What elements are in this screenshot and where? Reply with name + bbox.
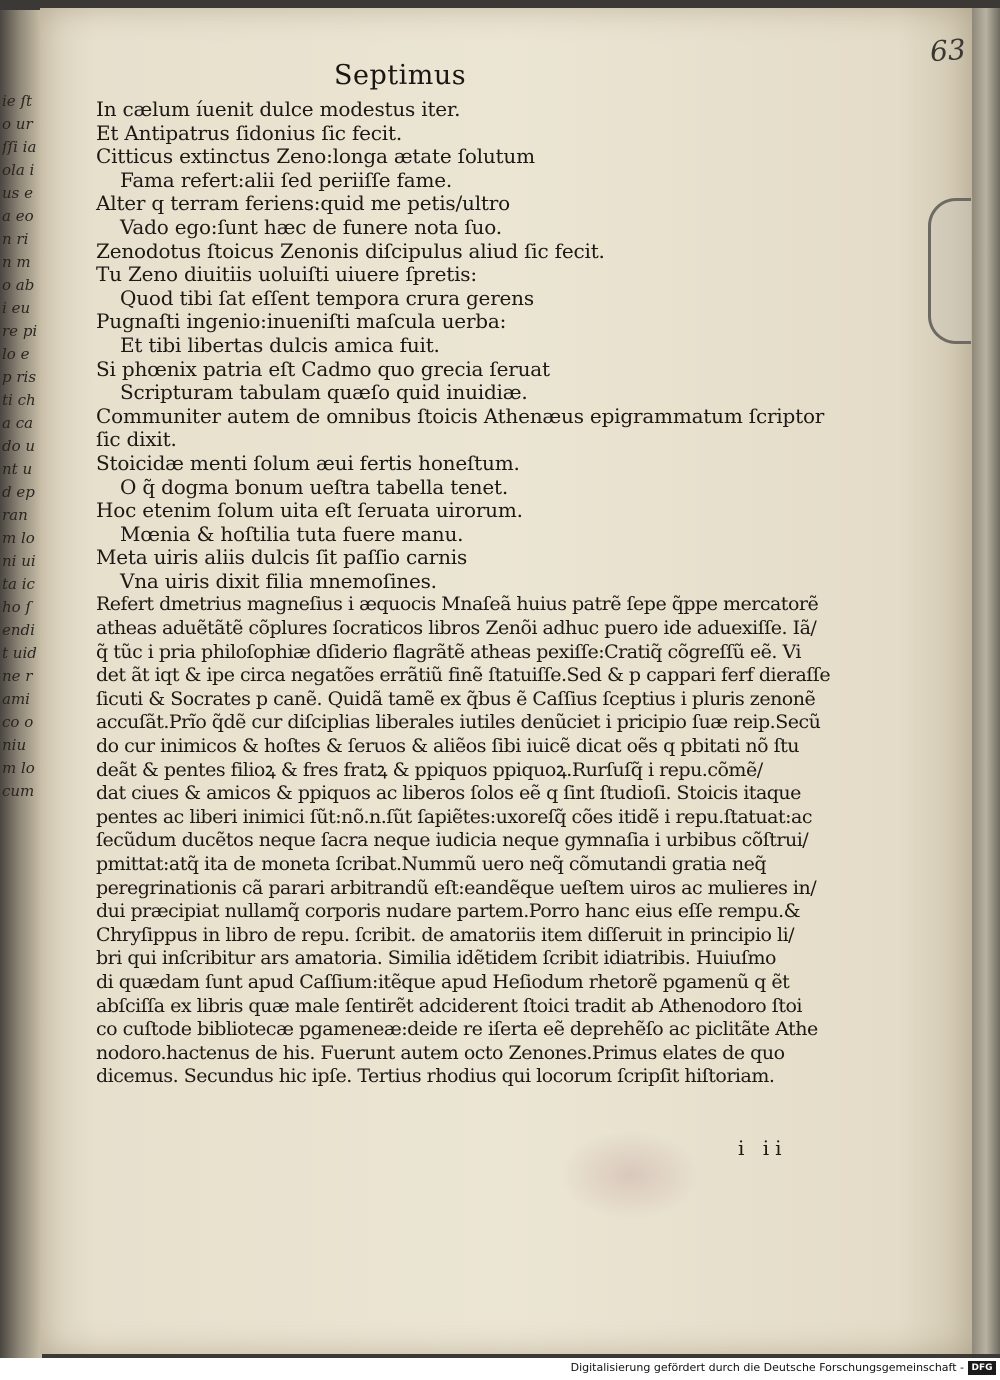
text-line: Si phœnix patria eſt Cadmo quo grecia ſeruat (96, 356, 550, 381)
text-line: ſic dixit. (96, 427, 177, 452)
text-line: dat ciues & amicos & ppiquos ac liberos ſolos eẽ q ſint ſtudioſi. Stoicis itaque (96, 782, 801, 805)
signature-mark: i ii (738, 1136, 788, 1160)
text-line: Quod tibi ſat eſſent tempora crura gerens (120, 285, 534, 310)
text-line: Zenodotus ſtoicus Zenonis diſcipulus aliud ſic fecit. (96, 238, 605, 263)
funding-credit: Digitalisierung gefördert durch die Deutsche Forschungsgemeinschaft - (570, 1361, 964, 1374)
facing-page-text: ie ſto ur ſſi ia ola ius ea eon rin mo abi eu re pilo ep ris ti cha ca do unt ud ep ran m loni uita icho ſendit uid ne ramico onium locum (2, 92, 38, 800)
text-line: dui præcipiat nullamq̃ corporis nudare partem.Porro hanc eius eſſe rempu.& (96, 900, 801, 923)
text-line: det ãt iqt & ipe circa negatões errãtiũ finẽ ſtatuiſſe.Sed & p cappari ferf dieraſſe (96, 664, 831, 687)
text-line: Fama refert:alii ſed periiſſe fame. (120, 167, 453, 192)
text-line: dicemus. Secundus hic ipſe. Tertius rhodius qui locorum ſcripſit hiſtoriam. (96, 1065, 775, 1088)
text-line: accuſãt.Prĩo q̃dẽ cur diſciplias liberales iutiles denũciet i pricipio ſuæ reip.Secũ (96, 711, 821, 734)
page-stack-edge (972, 8, 1000, 1354)
text-line: Tu Zeno diuitiis uoluiſti uiuere ſpretis: (96, 262, 477, 287)
text-line: ſicuti & Socrates p canẽ. Quidã tamẽ ex q̃bus ẽ Caſſius ſceptius i pluris zenonẽ (96, 687, 816, 710)
dfg-logo: DFG (968, 1361, 996, 1375)
page-clip (928, 198, 971, 344)
text-line: Meta uiris aliis dulcis ſit paſſio carnis (96, 545, 468, 570)
folio-number: 63 (928, 32, 967, 69)
text-line: In cælum íuenit dulce modestus iter. (96, 97, 461, 121)
facing-page-edge (0, 10, 42, 1358)
footer-bar (0, 1358, 1000, 1380)
text-line: co cuſtode bibliotecæ pgameneæ:deide re iſerta eẽ deprehẽſo ac piclitãte Athe (96, 1018, 818, 1041)
text-line: Refert dmetrius magneſius i æquocis Mnaſeã huius patrẽ ſepe q̃ppe mercatorẽ (96, 593, 819, 616)
text-line: Chryſippus in libro de repu. ſcribit. de amatoriis item diſſeruit in principio li/ (96, 923, 795, 946)
text-line: deãt & pentes filioꝝ & fres fratꝝ & ppiquos ppiquoꝝ.Rurſuſq̃ i repu.cõmẽ/ (96, 758, 763, 781)
text-line: Vna uiris dixit filia mnemoſines. (120, 568, 437, 593)
text-line: Et tibi libertas dulcis amica fuit. (120, 332, 440, 357)
text-line: Alter q terram feriens:quid me petis/ultro (96, 191, 510, 216)
text-line: Vado ego:ſunt hæc de funere nota ſuo. (120, 214, 502, 239)
text-line: Pugnaſti ingenio:inueniſti maſcula uerba: (96, 309, 507, 334)
text-line: Scripturam tabulam quæſo quid inuidiæ. (120, 380, 528, 405)
text-line: O q̃ dogma bonum ueſtra tabella tenet. (120, 474, 508, 499)
text-line: nodoro.hactenus de his. Fuerunt autem octo Zenones.Primus elates de quo (96, 1041, 785, 1064)
text-line: ſecũdum ducẽtos neque ſacra neque iudicia neque gymnaſia i urbibus cõſtrui/ (96, 829, 809, 852)
text-line: Stoicidæ menti ſolum æui fertis honeſtum. (96, 450, 520, 475)
page-body (96, 98, 856, 1089)
text-line: atheas aduẽtãtẽ cõplures ſocraticos libros Zenõi adhuc puero ide aduexiſſe. Iã/ (96, 617, 817, 640)
text-line: peregrinationis cã parari arbitrandũ eſt:eandẽque ueſtem uiros ac mulieres in/ (96, 876, 817, 899)
text-line: Et Antipatrus ſidonius ſic fecit. (96, 120, 402, 145)
text-line: Communiter autem de omnibus ſtoicis Athenæus epigrammatum ſcriptor (96, 403, 825, 428)
text-line: di quædam ſunt apud Caſſium:itẽque apud Heſiodum rhetorẽ pgamenũ q ẽt (96, 970, 790, 993)
text-line: abſciſſa ex libris quæ male ſentirẽt adciderent ſtoici tradit ab Athenodoro ſtoi (96, 994, 802, 1017)
text-line: q̃ tũc i pria philoſophiæ dſiderio flagrãtẽ atheas pexiſſe:Cratiq̃ cõgreſſũ eẽ. Vi (96, 640, 801, 663)
text-line: Citticus extinctus Zeno:longa ætate ſolutum (96, 144, 535, 169)
ink-stain (560, 1130, 700, 1220)
text-line: do cur inimicos & hoſtes & ſeruos & aliẽos ſibi iuicẽ dicat oẽs q pbitati nõ ſtu (96, 735, 800, 758)
text-line: pentes ac liberi inimici ſũt:nõ.n.ſũt ſapiẽtes:uxoreſq̃ cões itidẽ i repu.ſtatuat:ac (96, 805, 812, 828)
text-line: Mœnia & hoſtilia tuta fuere manu. (120, 521, 464, 546)
running-head: Septimus (334, 60, 467, 91)
text-line: bri qui inſcribitur ars amatoria. Similia idẽtidem ſcribit idiatribis. Huiuſmo (96, 947, 776, 970)
text-line: pmittat:atq̃ ita de moneta ſcribat.Nummũ uero neq̃ cõmutandi gratia neq̃ (96, 853, 767, 875)
text-line: Hoc etenim ſolum uita eſt ſeruata uirorum. (96, 498, 523, 523)
